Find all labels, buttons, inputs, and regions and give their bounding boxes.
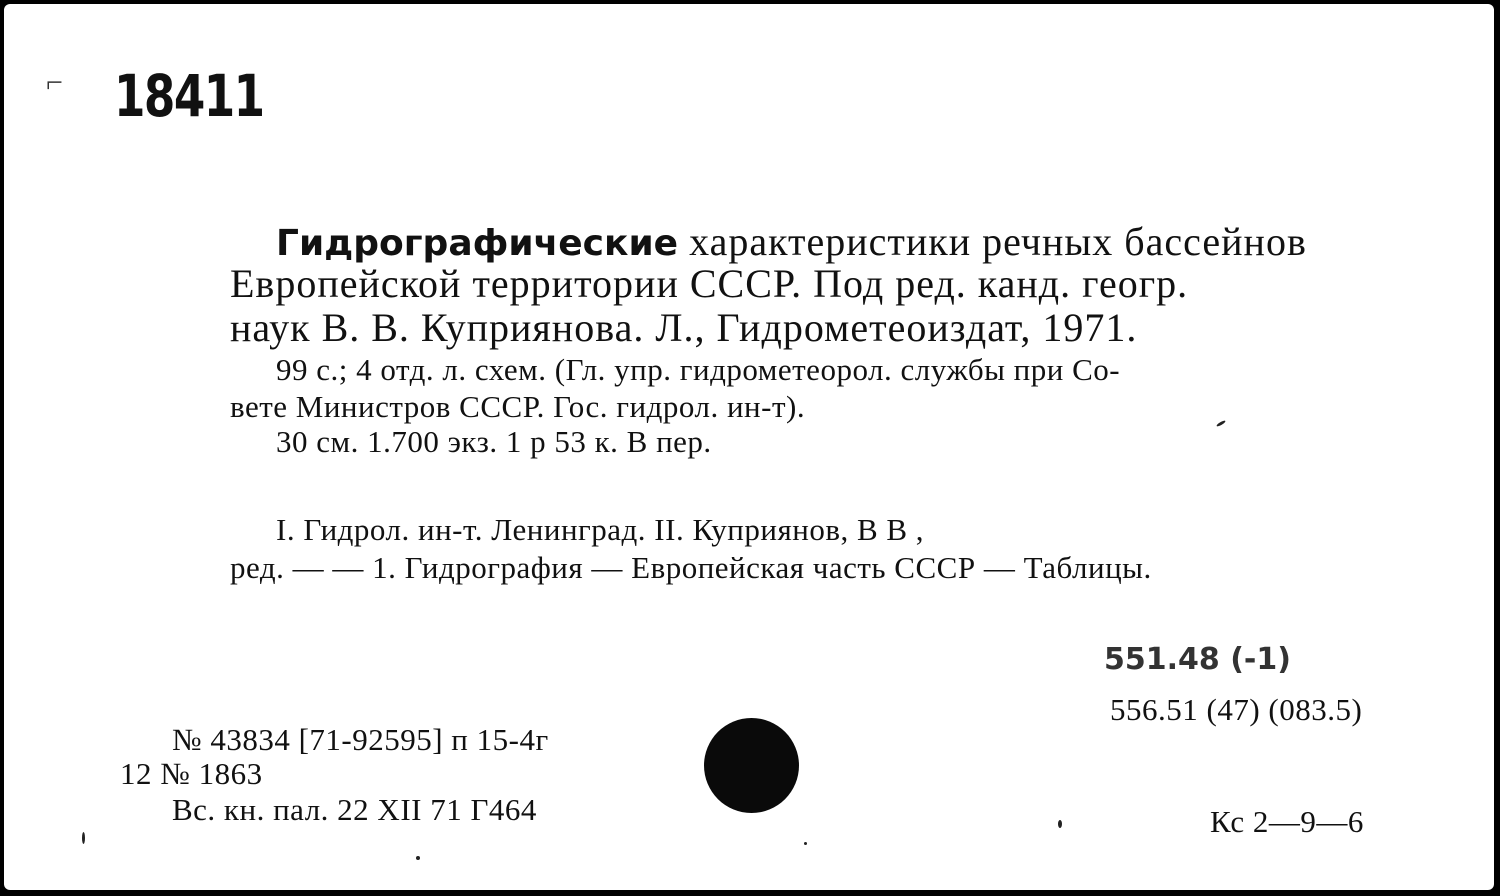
speck <box>1216 420 1226 428</box>
collation-line-1: 99 с.; 4 отд. л. схем. (Гл. упр. гидрометеорол. службы при Со- <box>276 352 1121 387</box>
speck <box>82 832 85 844</box>
title-line-1-rest: характеристики речных бассейнов <box>689 219 1307 264</box>
punch-hole <box>704 718 799 813</box>
collation-line-2: вете Министров СССР. Гос. гидрол. ин-т). <box>230 389 806 424</box>
speck <box>416 856 420 860</box>
print-info-line-2: 12 № 1863 <box>120 756 263 791</box>
udc-number: 556.51 (47) (083.5) <box>1110 692 1363 727</box>
print-info-line-1: № 43834 [71-92595] п 15-4г <box>172 722 549 757</box>
speck <box>804 842 807 845</box>
print-info-line-3: Вс. кн. пал. 22 XII 71 Г464 <box>172 792 537 827</box>
tracing-line-2: ред. — — 1. Гидрография — Европейская часть СССР — Таблицы. <box>230 550 1152 585</box>
title-line-3: наук В. В. Куприянова. Л., Гидрометеоиздат, 1971. <box>230 305 1138 350</box>
kc-code: Кс 2—9—6 <box>1210 804 1364 839</box>
catalog-number: 18411 <box>114 62 264 130</box>
corner-mark: ⌐ <box>46 66 63 99</box>
title-bold-word: Гидрографические <box>276 223 679 264</box>
speck <box>1058 820 1062 828</box>
title-line-1 <box>276 218 1307 265</box>
handwritten-class-number: 551.48 (-1) <box>1104 642 1291 677</box>
tracing-line-1: I. Гидрол. ин-т. Ленинград. II. Куприянов, В В , <box>276 512 925 547</box>
catalog-card <box>4 4 1494 890</box>
title-line-2: Европейской территории СССР. Под ред. канд. геогр. <box>230 261 1189 306</box>
collation-line-3: 30 см. 1.700 экз. 1 р 53 к. В пер. <box>276 424 712 459</box>
